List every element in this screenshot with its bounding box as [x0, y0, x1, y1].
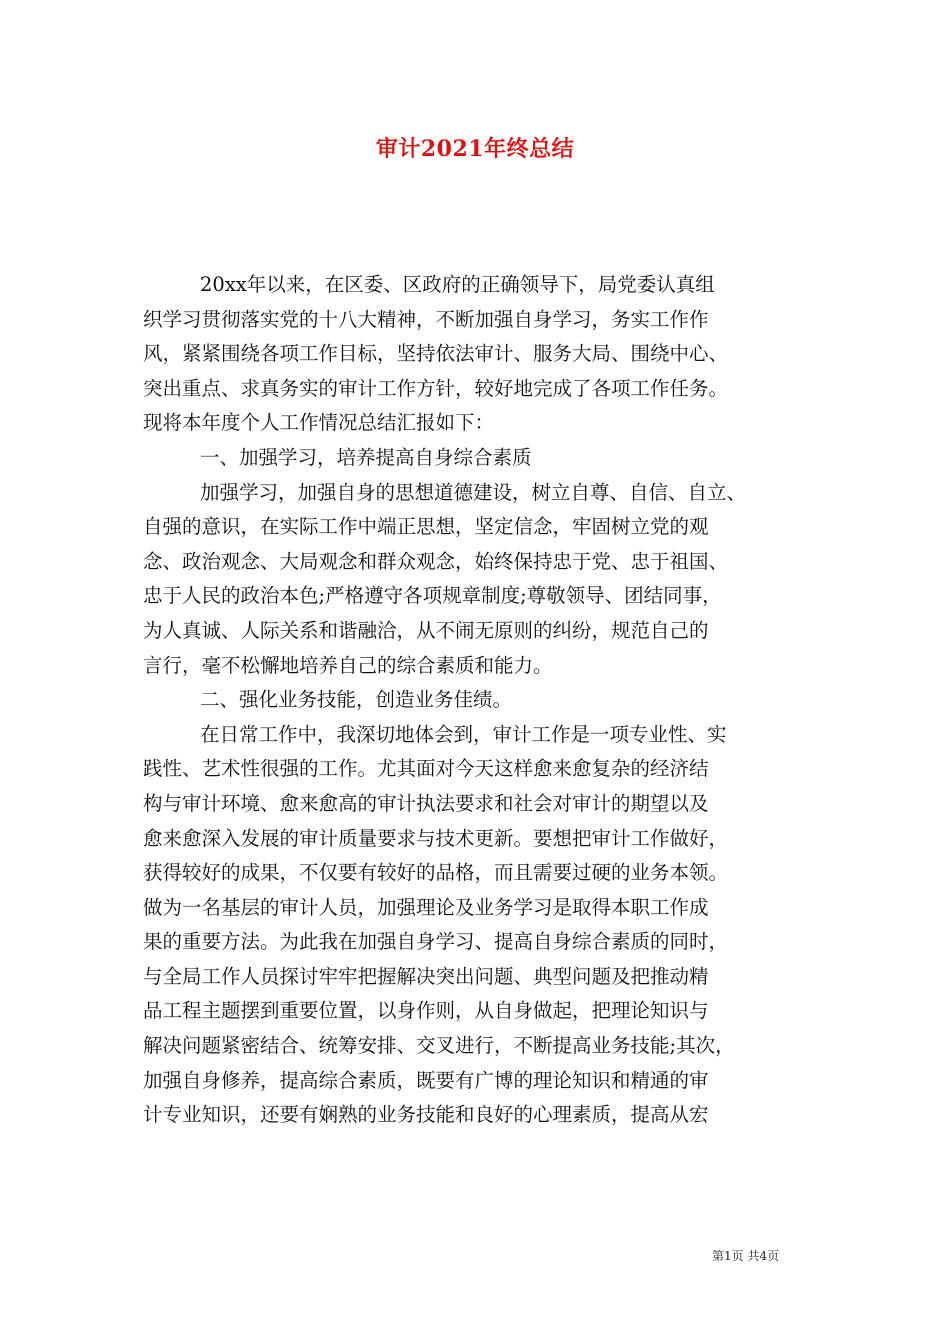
text-line: 品工程主题摆到重要位置，以身作则，从自身做起，把理论知识与 [143, 999, 709, 1023]
text-line: 忠于人民的政治本色;严格遵守各项规章制度;尊敬领导、团结同事， [143, 584, 722, 608]
text-line: 念、政治观念、大局观念和群众观念，始终保持忠于党、忠于祖国、 [143, 549, 729, 573]
text-line: 愈来愈深入发展的审计质量要求与技术更新。要想把审计工作做好， [143, 826, 729, 850]
text-line: 获得较好的成果，不仅要有较好的品格，而且需要过硬的业务本领。 [143, 861, 729, 885]
text-line: 做为一名基层的审计人员，加强理论及业务学习是取得本职工作成 [143, 895, 709, 919]
text-line: 加强自身修养，提高综合素质，既要有广博的理论知识和精通的审 [143, 1068, 709, 1092]
text-line: 计专业知识，还要有娴熟的业务技能和良好的心理素质，提高从宏 [143, 1103, 709, 1127]
text-line: 构与审计环境、愈来愈高的审计执法要求和社会对审计的期望以及 [143, 791, 709, 815]
page-footer: 第1页 共4页 [712, 1249, 780, 1263]
text-line: 践性、艺术性很强的工作。尤其面对今天这样愈来愈复杂的经济结 [143, 757, 709, 781]
section-heading: 二、强化业务技能，创造业务佳绩。 [200, 688, 513, 712]
document-title: 审计2021年终总结 [375, 136, 575, 162]
text-line: 风，紧紧围绕各项工作目标，坚持依法审计、服务大局、围绕中心、 [143, 342, 729, 366]
text-line: 现将本年度个人工作情况总结汇报如下： [143, 411, 495, 435]
text-line: 20xx年以来，在区委、区政府的正确领导下，局党委认真组 [200, 273, 715, 296]
text-line: 自强的意识，在实际工作中端正思想，坚定信念，牢固树立党的观 [143, 515, 709, 539]
text-line: 为人真诚、人际关系和谐融洽，从不闹无原则的纠纷，规范自己的 [143, 618, 709, 642]
text-line: 在日常工作中，我深切地体会到，审计工作是一项专业性、实 [200, 722, 727, 746]
text-line: 言行，毫不松懈地培养自己的综合素质和能力。 [143, 653, 553, 677]
text-line: 突出重点、求真务实的审计工作方针，较好地完成了各项工作任务。 [143, 376, 729, 400]
text-line: 果的重要方法。为此我在加强自身学习、提高自身综合素质的同时， [143, 930, 729, 954]
text-line: 加强学习，加强自身的思想道德建设，树立自尊、自信、自立、 [200, 480, 747, 504]
text-line: 解决问题紧密结合、统筹安排、交叉进行，不断提高业务技能;其次， [143, 1034, 735, 1058]
text-line: 织学习贯彻落实党的十八大精神，不断加强自身学习，务实工作作 [143, 307, 709, 331]
section-heading: 一、加强学习，培养提高自身综合素质 [200, 445, 532, 469]
text-line: 与全局工作人员探讨牢牢把握解决突出问题、典型问题及把推动精 [143, 964, 709, 988]
document-body [143, 268, 823, 1133]
